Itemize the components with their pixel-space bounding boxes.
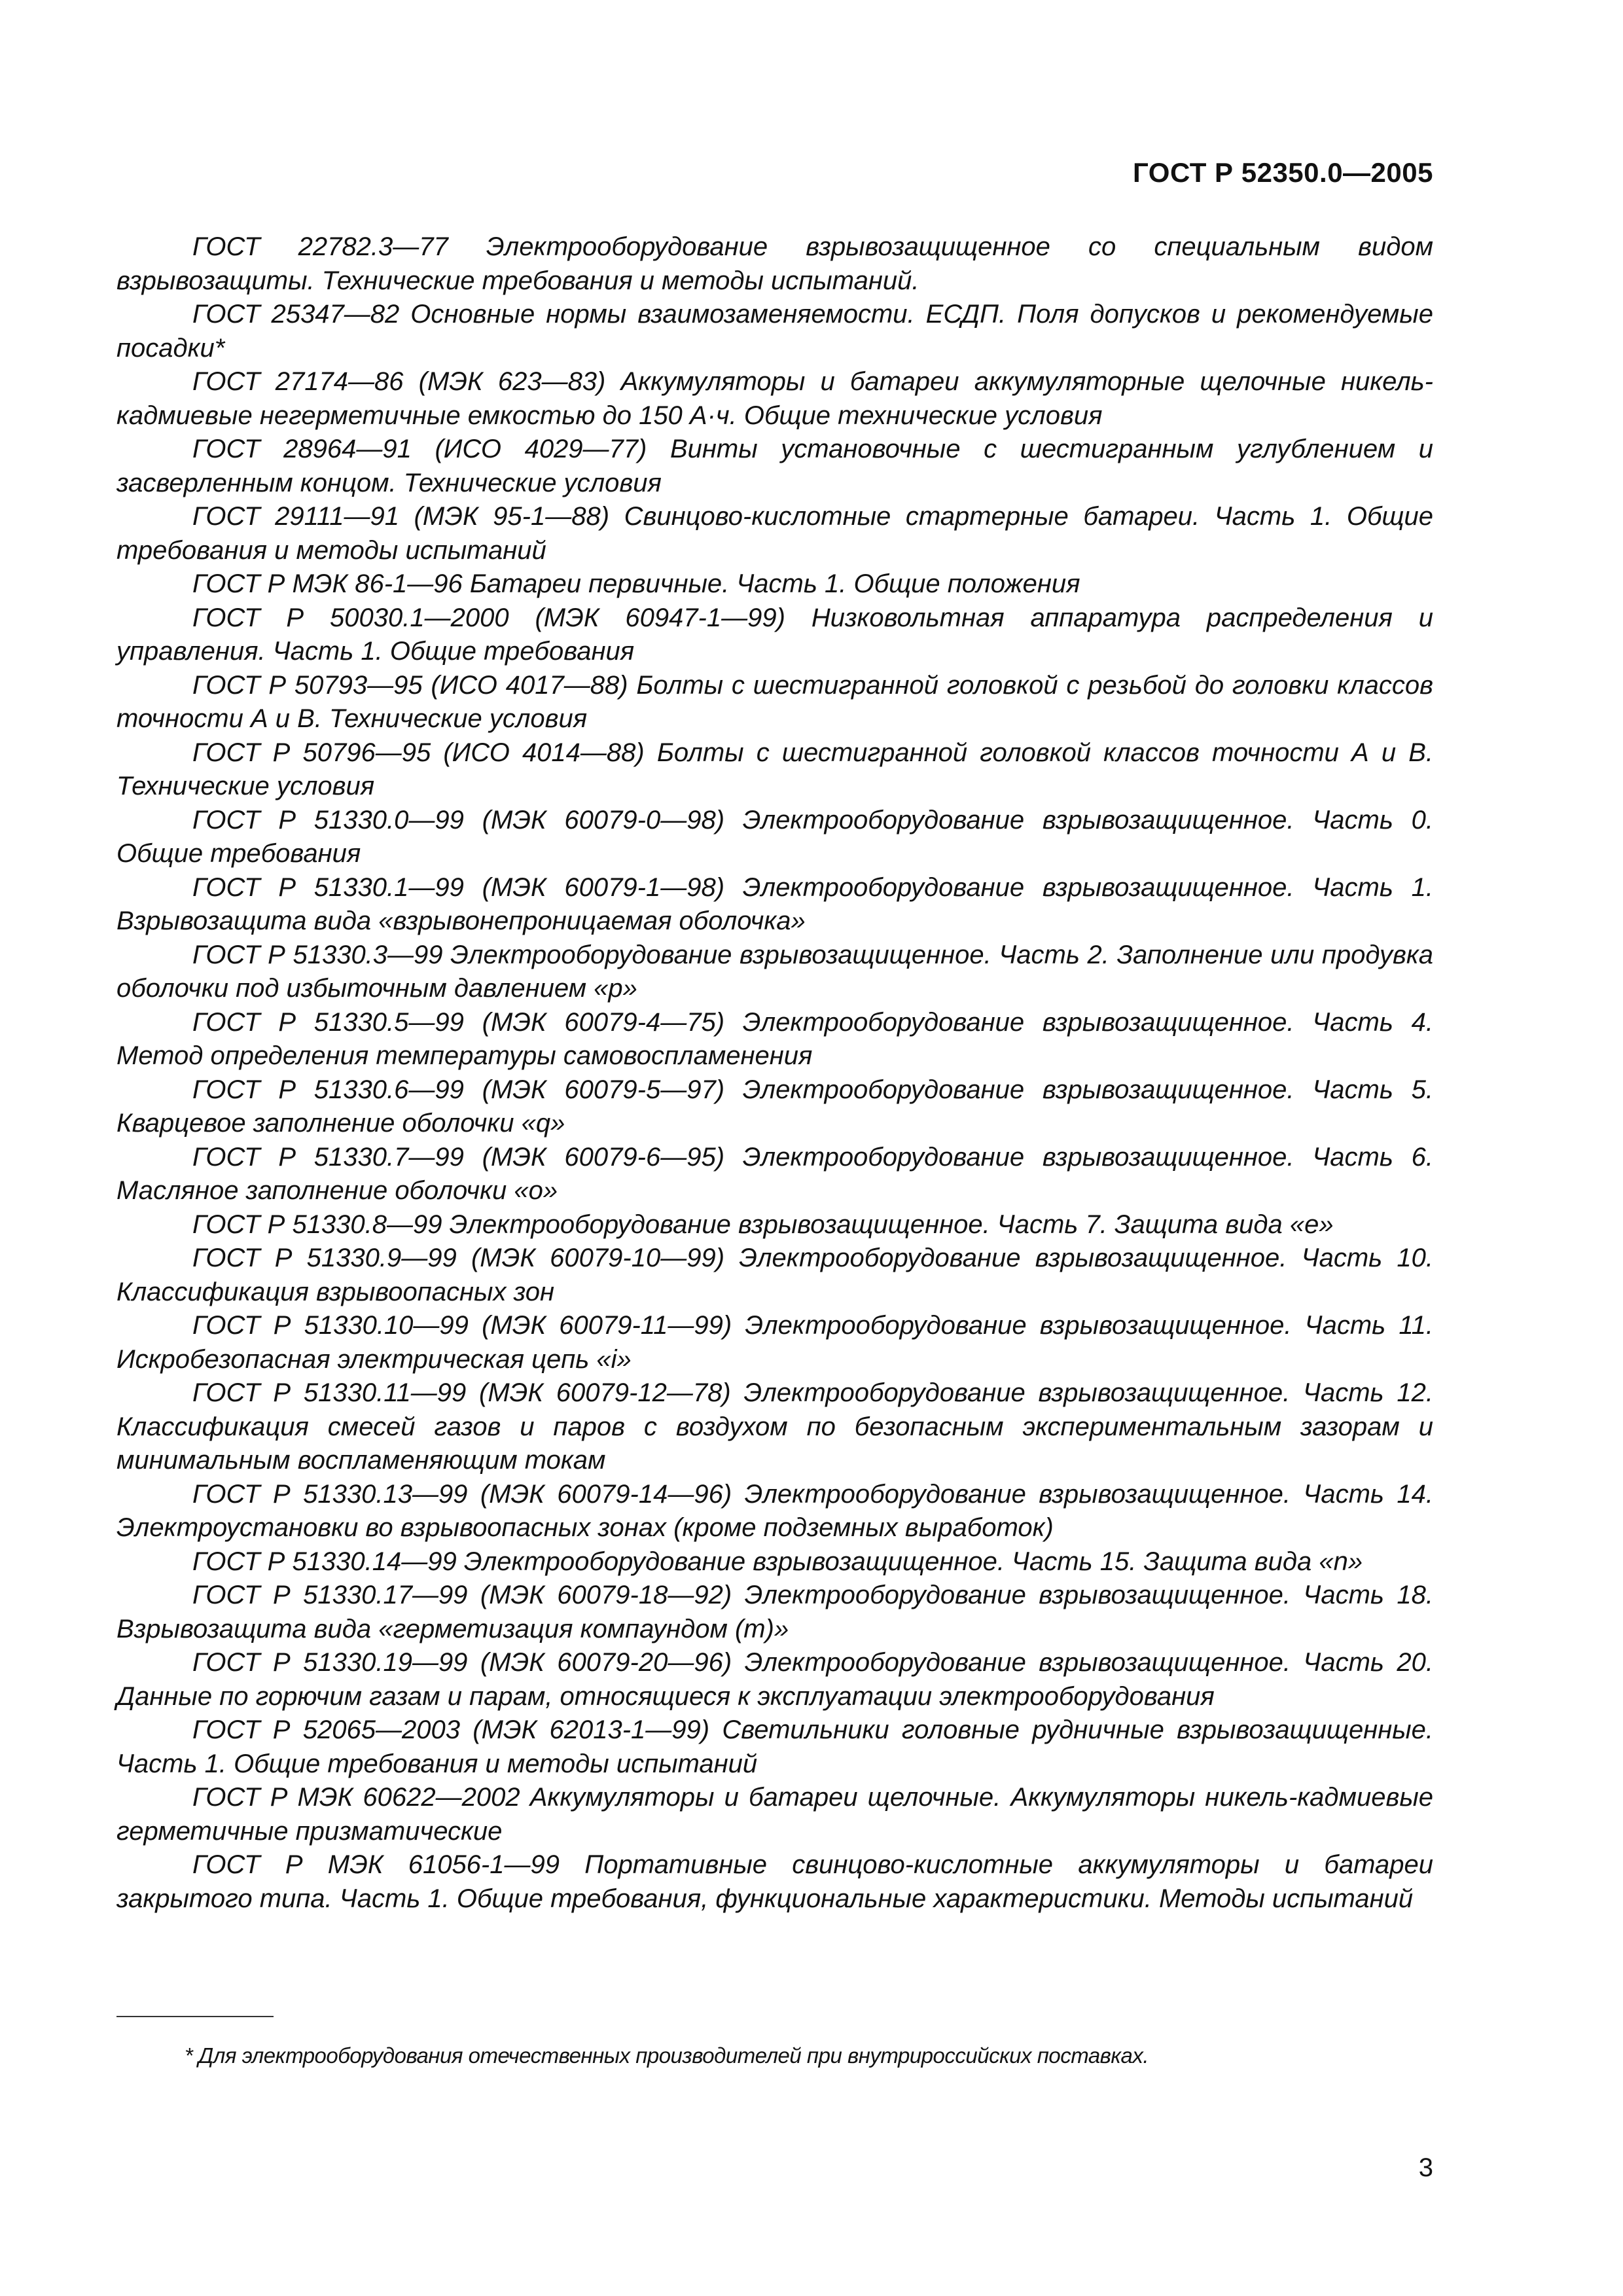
reference-entry: ГОСТ Р 51330.5—99 (МЭК 60079-4—75) Электрооборудование взрывозащищенное. Часть 4. Метод определения температуры самовоспламенения bbox=[116, 1007, 1433, 1070]
reference-entry: ГОСТ Р МЭК 60622—2002 Аккумуляторы и батареи щелочные. Аккумуляторы никель-кадмиевые герметичные призматические bbox=[116, 1783, 1433, 1846]
normative-references-list bbox=[116, 230, 1433, 1916]
reference-entry: ГОСТ Р 50793—95 (ИСО 4017—88) Болты с шестигранной головкой с резьбой до головки классов точности А и В. Технические условия bbox=[116, 670, 1433, 733]
reference-entry: ГОСТ 22782.3—77 Электрооборудование взрывозащищенное со специальным видом взрывозащиты. Технические требования и методы испытаний. bbox=[116, 232, 1433, 295]
footnote-divider bbox=[116, 2016, 274, 2017]
reference-entry: ГОСТ Р 51330.0—99 (МЭК 60079-0—98) Электрооборудование взрывозащищенное. Часть 0. Общие требования bbox=[116, 805, 1433, 868]
reference-entry: ГОСТ Р 51330.13—99 (МЭК 60079-14—96) Электрооборудование взрывозащищенное. Часть 14. Электроустановки во взрывоопасных зонах (кроме подземных выработок) bbox=[116, 1479, 1433, 1542]
reference-entry: ГОСТ Р 51330.8—99 Электрооборудование взрывозащищенное. Часть 7. Защита вида «е» bbox=[192, 1210, 1334, 1239]
reference-entry: ГОСТ Р 52065—2003 (МЭК 62013-1—99) Светильники головные рудничные взрывозащищенные. Часть 1. Общие требования и методы испытаний bbox=[116, 1715, 1433, 1778]
reference-entry: ГОСТ Р 51330.9—99 (МЭК 60079-10—99) Электрооборудование взрывозащищенное. Часть 10. Классификация взрывоопасных зон bbox=[116, 1244, 1433, 1306]
reference-entry: ГОСТ 29111—91 (МЭК 95-1—88) Свинцово-кислотные стартерные батареи. Часть 1. Общие требования и методы испытаний bbox=[116, 502, 1433, 565]
reference-entry: ГОСТ 28964—91 (ИСО 4029—77) Винты установочные с шестигранным углублением и засверленным концом. Технические условия bbox=[116, 435, 1433, 497]
reference-entry: ГОСТ Р 51330.19—99 (МЭК 60079-20—96) Электрооборудование взрывозащищенное. Часть 20. Данные по горючим газам и парам, относящиеся к эксплуатации электрооборудования bbox=[116, 1648, 1433, 1711]
reference-entry: ГОСТ Р 51330.11—99 (МЭК 60079-12—78) Электрооборудование взрывозащищенное. Часть 12. Классификация смесей газов и паров с воздухом по безопасным экспериментальным зазорам и минимальным воспламеняющим токам bbox=[116, 1378, 1433, 1475]
document-code-header: ГОСТ Р 52350.0—2005 bbox=[1133, 157, 1433, 188]
page-number: 3 bbox=[1418, 2153, 1433, 2182]
footnote-text: * Для электрооборудования отечественных производителей при внутрироссийских поставках. bbox=[185, 2043, 1149, 2068]
reference-entry: ГОСТ Р 51330.7—99 (МЭК 60079-6—95) Электрооборудование взрывозащищенное. Часть 6. Масляное заполнение оболочки «о» bbox=[116, 1142, 1433, 1205]
reference-entry: ГОСТ Р МЭК 61056-1—99 Портативные свинцово-кислотные аккумуляторы и батареи закрытого типа. Часть 1. Общие требования, функциональные характеристики. Методы испытаний bbox=[116, 1850, 1433, 1913]
reference-entry: ГОСТ Р МЭК 86-1—96 Батареи первичные. Часть 1. Общие положения bbox=[192, 569, 1080, 598]
reference-entry: ГОСТ 25347—82 Основные нормы взаимозаменяемости. ЕСДП. Поля допусков и рекомендуемые посадки* bbox=[116, 300, 1433, 363]
reference-entry: ГОСТ Р 51330.3—99 Электрооборудование взрывозащищенное. Часть 2. Заполнение или продувка оболочки под избыточным давлением «р» bbox=[116, 940, 1433, 1003]
reference-entry: ГОСТ Р 51330.14—99 Электрооборудование взрывозащищенное. Часть 15. Защита вида «n» bbox=[192, 1547, 1363, 1576]
reference-entry: ГОСТ Р 50796—95 (ИСО 4014—88) Болты с шестигранной головкой классов точности А и В. Технические условия bbox=[116, 738, 1433, 800]
reference-entry: ГОСТ Р 51330.6—99 (МЭК 60079-5—97) Электрооборудование взрывозащищенное. Часть 5. Кварцевое заполнение оболочки «q» bbox=[116, 1075, 1433, 1138]
reference-entry: ГОСТ Р 50030.1—2000 (МЭК 60947-1—99) Низковольтная аппаратура распределения и управления. Часть 1. Общие требования bbox=[116, 603, 1433, 666]
reference-entry: ГОСТ 27174—86 (МЭК 623—83) Аккумуляторы и батареи аккумуляторные щелочные никель-кадмиевые негерметичные емкостью до 150 А·ч. Общие технические условия bbox=[116, 367, 1433, 430]
reference-entry: ГОСТ Р 51330.1—99 (МЭК 60079-1—98) Электрооборудование взрывозащищенное. Часть 1. Взрывозащита вида «взрывонепроницаемая оболочка» bbox=[116, 872, 1433, 935]
reference-entry: ГОСТ Р 51330.17—99 (МЭК 60079-18—92) Электрооборудование взрывозащищенное. Часть 18. Взрывозащита вида «герметизация компаундом (m)» bbox=[116, 1581, 1433, 1643]
reference-entry: ГОСТ Р 51330.10—99 (МЭК 60079-11—99) Электрооборудование взрывозащищенное. Часть 11. Искробезопасная электрическая цепь «i» bbox=[116, 1311, 1433, 1374]
